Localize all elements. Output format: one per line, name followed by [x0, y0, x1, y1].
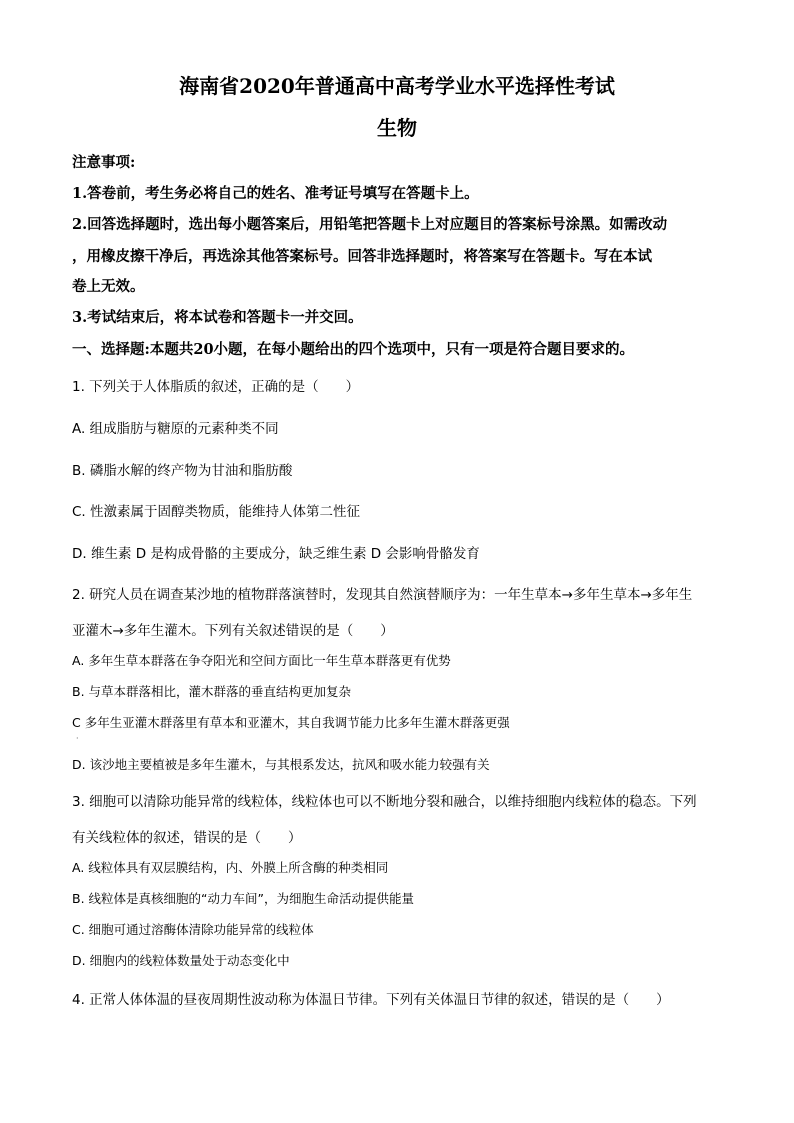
- question-3-stem-line-1: 3. 细胞可以清除功能异常的线粒体，线粒体也可以不断地分裂和融合，以维持细胞内线粒体的稳态。下列: [72, 794, 697, 810]
- question-3-option-a: A. 线粒体具有双层膜结构，内、外膜上所含酶的种类相同: [72, 860, 389, 875]
- note-item-3: 3.考试结束后，将本试卷和答题卡一并交回。: [72, 309, 363, 326]
- section-heading: 一、选择题:本题共20小题，在每小题给出的四个选项中，只有一项是符合题目要求的。: [72, 341, 635, 358]
- question-1-option-b: B. 磷脂水解的终产物为甘油和脂肪酸: [72, 463, 293, 479]
- question-3-stem-line-2: 有关线粒体的叙述，错误的是（ ）: [72, 830, 302, 846]
- question-1-option-c: C. 性激素属于固醇类物质，能维持人体第二性征: [72, 504, 361, 520]
- stray-dot: ·: [76, 734, 79, 743]
- question-3-option-d: D. 细胞内的线粒体数量处于动态变化中: [72, 953, 290, 968]
- question-4-stem: 4. 正常人体体温的昼夜周期性波动称为体温日节律。下列有关体温日节律的叙述，错误的是（ ）: [72, 992, 670, 1008]
- question-3-option-b: B. 线粒体是真核细胞的“动力车间”，为细胞生命活动提供能量: [72, 891, 414, 906]
- question-1-option-d: D. 维生素 D 是构成骨骼的主要成分，缺乏维生素 D 会影响骨骼发育: [72, 546, 480, 562]
- notes-heading: 注意事项:: [72, 154, 136, 171]
- question-2-option-c: C 多年生亚灌木群落里有草本和亚灌木，其自我调节能力比多年生灌木群落更强: [72, 715, 510, 730]
- note-item-2-line-2: ，用橡皮擦干净后，再选涂其他答案标号。回答非选择题时，将答案写在答题卡。写在本试: [72, 248, 652, 265]
- exam-title: 海南省2020年普通高中高考学业水平选择性考试: [179, 74, 615, 98]
- question-2-stem-line-1: 2. 研究人员在调查某沙地的植物群落演替时，发现其自然演替顺序为：一年生草本→多年生草本→多年生: [72, 587, 693, 603]
- question-3-option-c: C. 细胞可通过溶酶体清除功能异常的线粒体: [72, 922, 314, 937]
- question-1-stem: 1. 下列关于人体脂质的叙述，正确的是（ ）: [72, 379, 360, 395]
- question-2-option-d: D. 该沙地主要植被是多年生灌木，与其根系发达，抗风和吸水能力较强有关: [72, 757, 490, 772]
- question-2-option-b: B. 与草本群落相比，灌木群落的垂直结构更加复杂: [72, 684, 352, 699]
- note-item-1: 1.答卷前，考生务必将自己的姓名、准考证号填写在答题卡上。: [72, 185, 479, 202]
- note-item-2-line-1: 2.回答选择题时，选出每小题答案后，用铅笔把答题卡上对应题目的答案标号涂黑。如需改动: [72, 216, 668, 233]
- question-2-stem-line-2: 亚灌木→多年生灌木。下列有关叙述错误的是（ ）: [72, 623, 394, 639]
- question-2-option-a: A. 多年生草本群落在争夺阳光和空间方面比一年生草本群落更有优势: [72, 653, 451, 668]
- question-1-option-a: A. 组成脂肪与糖原的元素种类不同: [72, 421, 279, 437]
- exam-subject: 生物: [377, 116, 417, 140]
- note-item-2-line-3: 卷上无效。: [72, 278, 145, 295]
